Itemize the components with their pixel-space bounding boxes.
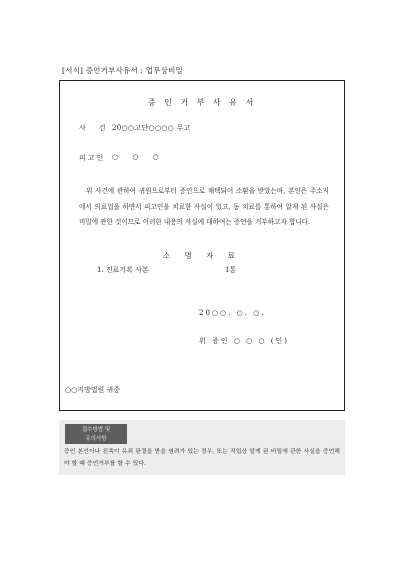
notice-box (59, 420, 345, 475)
defendant-value: ○ ○ ○ (112, 153, 165, 161)
witness-signature: 위 증인 ○ ○ ○ (인) (199, 337, 289, 345)
evidence-item: 1. 진료기록 사본 (97, 266, 149, 274)
defendant-row (79, 153, 165, 163)
document-title: 증 인 거 부 사 유 서 (147, 98, 257, 107)
notice-tab (65, 424, 127, 444)
body-paragraph: 위 사건에 관하여 귀원으로부터 증인으로 채택되어 소환을 받았는바, 본인은 주소지에서 의료업을 하면서 피고인을 치료한 사실이 있고, 동 치료를 통하여 알게 된 사실은 비밀에 관한 것이므로 이러한 내용의 사실에 대하여는 증언을 거부하고자 합니다. (79, 187, 329, 226)
defendant-label: 피고인 (79, 154, 106, 162)
notice-tab-line1: 접수방법 및 (81, 427, 111, 433)
case-value: 20○○고단○○○○ 무고 (112, 124, 191, 132)
notice-tab-line2: 유의사항 (85, 435, 107, 442)
document-date: 20○○. ○. ○. (199, 309, 266, 317)
case-row (79, 123, 191, 133)
case-label: 사건 (79, 124, 119, 132)
court-addressee: ○○지방법원 귀중 (65, 386, 121, 394)
form-caption: [서식] 증언거부사유서 : 업무상비밀 (62, 66, 183, 75)
evidence-count: 1통 (225, 266, 237, 274)
evidence-title: 소 명 자 료 (162, 251, 242, 260)
notice-text: 증인 본인이나 친족이 유죄 판결을 받을 염려가 있는 경우, 또는 직업상 알게 된 비밀에 관한 사실을 증언해야 할 때 증언거부를 할 수 있다. (64, 449, 340, 467)
document-box (59, 80, 345, 411)
